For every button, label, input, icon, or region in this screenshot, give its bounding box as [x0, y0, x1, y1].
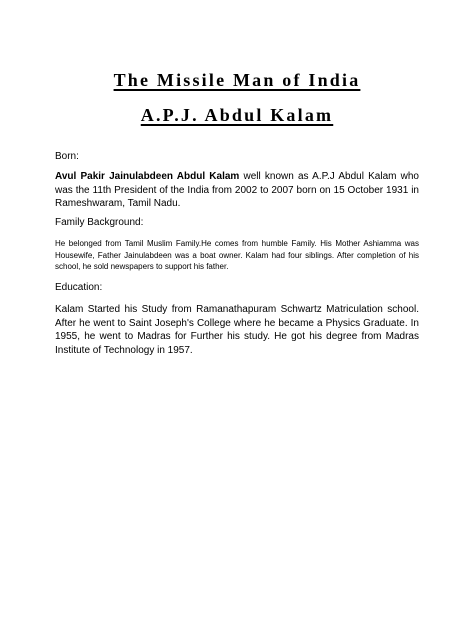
- document-subtitle: A.P.J. Abdul Kalam: [140, 105, 334, 125]
- full-name: Avul Pakir Jainulabdeen Abdul Kalam: [55, 171, 240, 182]
- education-heading: Education:: [55, 282, 103, 293]
- born-heading: Born:: [55, 151, 79, 162]
- family-background-heading: Family Background:: [55, 217, 144, 228]
- document-title: The Missile Man of India: [113, 70, 361, 90]
- born-text: well known as A.P.J Abdul Kalam who was the 11th President of the India from 2002 to 2007 born on 15 October 1931 in Rameshwaram, Tamil Nadu.: [55, 171, 419, 209]
- family-background-paragraph: He belonged from Tamil Muslim Family.He comes from humble Family. His Mother Ashiamma was Housewife, Father Jainulabdeen was a boat owner. Kalam had four siblings. After completion of his school, he sold newspapers to support his father.: [55, 239, 419, 271]
- born-paragraph: [55, 170, 419, 211]
- education-paragraph: Kalam Started his Study from Ramanathapuram Schwartz Matriculation school. After he went to Saint Joseph's College where he became a Physics Graduate. In 1955, he went to Madras for Further his study. He got his degree from Madras Institute of Technology in 1957.: [55, 304, 419, 356]
